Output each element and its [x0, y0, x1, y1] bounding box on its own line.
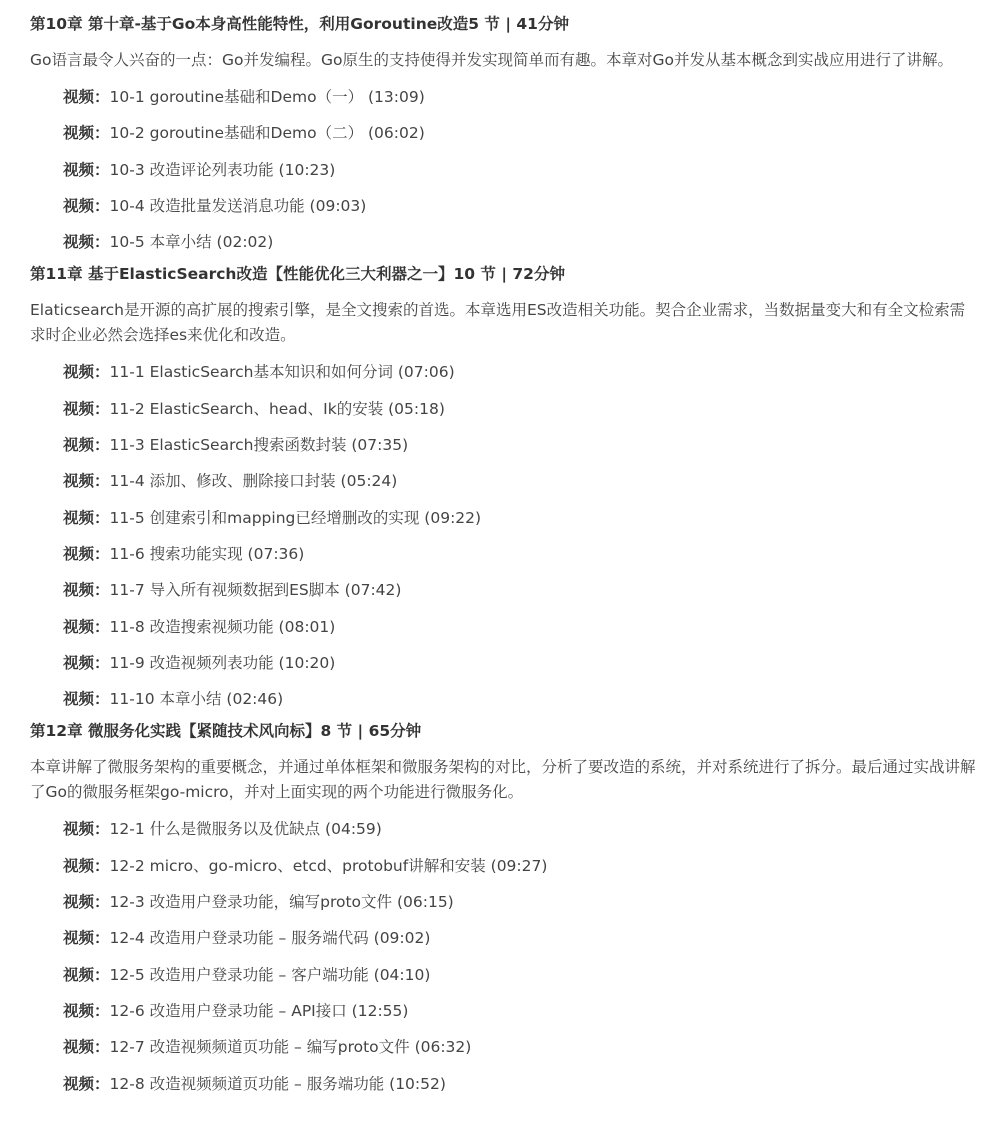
chapter-title: 第10章 第十章-基于Go本身高性能特性，利用Goroutine改造5 节 | 41分钟: [30, 15, 569, 33]
lesson-title: 11-3 ElasticSearch搜索函数封装 (07:35): [109, 436, 409, 455]
lesson-item[interactable]: [63, 993, 980, 1029]
chapter-title: 第11章 基于ElasticSearch改造【性能优化三大利器之一】10 节 | 72分钟: [30, 265, 565, 284]
lesson-type-label: 视频：: [63, 893, 110, 912]
lesson-type-label: 视频：: [63, 160, 110, 179]
lesson-item[interactable]: [63, 152, 980, 188]
lesson-item[interactable]: [63, 463, 980, 499]
lesson-title: 12-4 改造用户登录功能 – 服务端代码 (09:02): [109, 929, 431, 948]
lesson-type-label: 视频：: [63, 472, 110, 491]
lesson-title: 11-4 添加、修改、删除接口封装 (05:24): [109, 472, 398, 491]
chapter-10: [30, 10, 980, 260]
lesson-type-label: 视频：: [63, 1001, 110, 1020]
lesson-title: 11-5 创建索引和mapping已经增删改的实现 (09:22): [109, 508, 482, 527]
lesson-title: 10-4 改造批量发送消息功能 (09:03): [109, 196, 367, 215]
lesson-item[interactable]: [63, 572, 980, 608]
lesson-title: 10-3 改造评论列表功能 (10:23): [109, 160, 336, 179]
lesson-item[interactable]: [63, 391, 980, 427]
lesson-title: 10-1 goroutine基础和Demo（一） (13:09): [109, 88, 425, 106]
lesson-type-label: 视频：: [63, 196, 110, 215]
lesson-item[interactable]: [63, 224, 980, 260]
lesson-item[interactable]: [63, 354, 980, 390]
chapter-description: Go语言最令人兴奋的一点：Go并发编程。Go原生的支持使得并发实现简单而有趣。本章对Go并发从基本概念到实战应用进行了讲解。: [30, 51, 953, 69]
lesson-item[interactable]: [63, 848, 980, 884]
lesson-item[interactable]: [63, 500, 980, 536]
lesson-type-label: 视频：: [63, 856, 110, 875]
lesson-title: 10-5 本章小结 (02:02): [109, 233, 274, 252]
lesson-type-label: 视频：: [63, 544, 110, 563]
lesson-list: [30, 811, 980, 1101]
lesson-title: 11-1 ElasticSearch基本知识和如何分词 (07:06): [109, 363, 455, 382]
lesson-type-label: 视频：: [63, 399, 110, 418]
lesson-type-label: 视频：: [63, 653, 110, 672]
lesson-item[interactable]: [63, 609, 980, 645]
chapter-title: 第12章 微服务化实践【紧随技术风向标】8 节 | 65分钟: [30, 722, 422, 741]
lesson-list: [30, 354, 980, 717]
lesson-type-label: 视频：: [63, 820, 110, 839]
lesson-item[interactable]: [63, 920, 980, 956]
lesson-type-label: 视频：: [63, 363, 110, 382]
lesson-type-label: 视频：: [63, 581, 110, 600]
lesson-title: 12-8 改造视频频道页功能 – 服务端功能 (10:52): [109, 1074, 446, 1093]
lesson-title: 12-6 改造用户登录功能 – API接口 (12:55): [109, 1001, 409, 1020]
lesson-item[interactable]: [63, 884, 980, 920]
lesson-item[interactable]: [63, 681, 980, 717]
lesson-item[interactable]: [63, 188, 980, 224]
lesson-list: [30, 79, 980, 260]
chapter-11: [30, 260, 980, 717]
lesson-title: 12-2 micro、go-micro、etcd、protobuf讲解和安装 (09:27): [109, 856, 548, 875]
lesson-type-label: 视频：: [63, 1038, 110, 1057]
lesson-item[interactable]: [63, 1066, 980, 1102]
lesson-item[interactable]: [63, 811, 980, 847]
lesson-title: 11-8 改造搜索视频功能 (08:01): [109, 617, 336, 636]
lesson-type-label: 视频：: [63, 965, 110, 984]
lesson-item[interactable]: [63, 115, 980, 151]
lesson-item[interactable]: [63, 1029, 980, 1065]
lesson-item[interactable]: [63, 427, 980, 463]
lesson-type-label: 视频：: [63, 124, 110, 143]
lesson-type-label: 视频：: [63, 436, 110, 455]
lesson-title: 11-2 ElasticSearch、head、Ik的安装 (05:18): [109, 399, 445, 418]
lesson-title: 12-1 什么是微服务以及优缺点 (04:59): [109, 820, 382, 839]
lesson-title: 12-7 改造视频频道页功能 – 编写proto文件 (06:32): [109, 1038, 472, 1057]
lesson-type-label: 视频：: [63, 617, 110, 636]
lesson-title: 10-2 goroutine基础和Demo（二） (06:02): [109, 124, 425, 143]
lesson-title: 11-6 搜索功能实现 (07:36): [109, 544, 305, 563]
lesson-title: 11-9 改造视频列表功能 (10:20): [109, 653, 336, 672]
lesson-item[interactable]: [63, 645, 980, 681]
lesson-title: 12-3 改造用户登录功能，编写proto文件 (06:15): [109, 893, 454, 912]
lesson-type-label: 视频：: [63, 233, 110, 252]
lesson-title: 11-10 本章小结 (02:46): [109, 690, 284, 709]
lesson-type-label: 视频：: [63, 88, 110, 106]
lesson-item[interactable]: [63, 957, 980, 993]
lesson-item[interactable]: [63, 79, 980, 115]
lesson-title: 11-7 导入所有视频数据到ES脚本 (07:42): [109, 581, 402, 600]
lesson-type-label: 视频：: [63, 929, 110, 948]
lesson-title: 12-5 改造用户登录功能 – 客户端功能 (04:10): [109, 965, 431, 984]
chapter-12: [30, 717, 980, 1101]
chapter-description: 本章讲解了微服务架构的重要概念，并通过单体框架和微服务架构的对比，分析了要改造的系统，并对系统进行了拆分。最后通过实战讲解了Go的微服务框架go-micro，并对上面实现的两个功能进行微服务化。: [30, 758, 976, 802]
lesson-type-label: 视频：: [63, 508, 110, 527]
chapter-description: Elaticsearch是开源的高扩展的搜索引擎，是全文搜索的首选。本章选用ES改造相关功能。契合企业需求，当数据量变大和有全文检索需求时企业必然会选择es来优化和改造。: [30, 301, 966, 345]
lesson-item[interactable]: [63, 536, 980, 572]
lesson-type-label: 视频：: [63, 690, 110, 709]
lesson-type-label: 视频：: [63, 1074, 110, 1093]
